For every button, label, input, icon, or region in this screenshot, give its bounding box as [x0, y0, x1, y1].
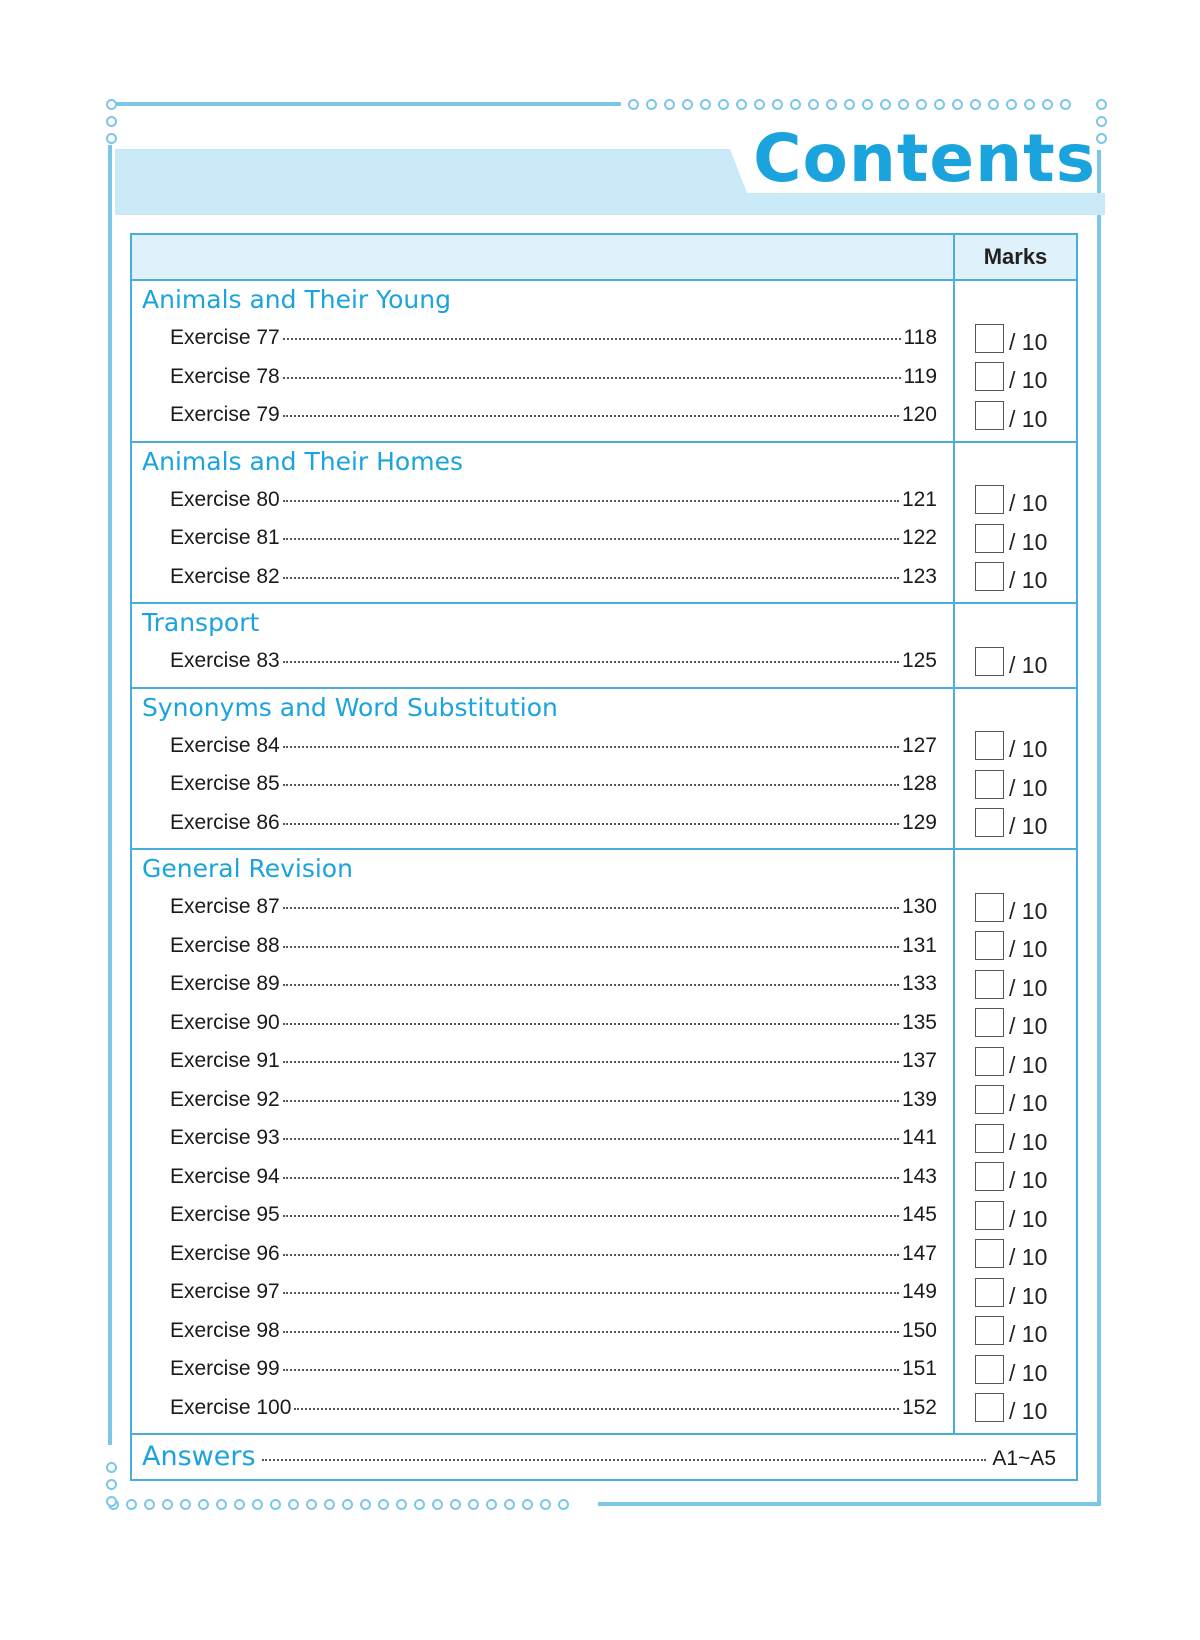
mark-entry: [955, 1119, 1076, 1158]
mark-input-box[interactable]: [975, 1085, 1004, 1114]
exercise-label: Exercise 83: [170, 649, 280, 672]
exercise-label: Exercise 80: [170, 487, 280, 511]
frame-dot: [808, 99, 819, 110]
exercise-page-number: 127: [901, 733, 937, 757]
section-title: General Revision: [142, 854, 353, 883]
mark-total: / 10: [1009, 774, 1048, 801]
exercise-row[interactable]: [132, 1158, 953, 1197]
mark-entry: [955, 642, 1076, 681]
exercise-page-number: 119: [903, 364, 937, 388]
exercise-page-number: 139: [901, 1087, 937, 1111]
mark-total: / 10: [1009, 1244, 1048, 1271]
mark-input-box[interactable]: [975, 485, 1004, 514]
frame-dot: [1042, 99, 1053, 110]
frame-dot: [306, 1499, 317, 1510]
exercise-label: Exercise 92: [170, 1087, 280, 1111]
dot-leader: [283, 822, 899, 825]
mark-total: / 10: [1009, 328, 1048, 355]
exercise-page-number: 150: [901, 1318, 937, 1342]
section-entries: [132, 850, 955, 1433]
mark-input-box[interactable]: [975, 401, 1004, 430]
exercise-label: Exercise 90: [170, 1010, 280, 1034]
dot-leader: [283, 499, 899, 502]
mark-total: / 10: [1009, 567, 1048, 594]
mark-total: / 10: [1009, 1205, 1048, 1232]
frame-dot: [880, 99, 891, 110]
exercise-label: Exercise 96: [170, 1241, 280, 1265]
mark-total: / 10: [1009, 528, 1048, 555]
marks-header: Marks: [983, 244, 1048, 269]
mark-entry: [955, 1042, 1076, 1081]
exercise-page-number: 133: [901, 972, 937, 995]
frame-dot: [216, 1499, 227, 1510]
dot-leader: [283, 1022, 899, 1025]
frame-dot: [378, 1499, 389, 1510]
exercise-row[interactable]: [132, 519, 953, 558]
exercise-page-number: 137: [901, 1049, 937, 1072]
frame-dot: [270, 1499, 281, 1510]
toc-section: [132, 281, 1076, 443]
exercise-page-number: 128: [901, 772, 937, 795]
exercise-label: Exercise 93: [170, 1126, 280, 1149]
exercise-label: Exercise 84: [170, 733, 280, 757]
mark-entry: [955, 888, 1076, 927]
mark-total: / 10: [1009, 367, 1048, 394]
toc-section: [132, 689, 1076, 851]
section-entries: [132, 443, 955, 603]
frame-dot: [826, 99, 837, 110]
section-title: Transport: [142, 608, 260, 637]
exercise-row[interactable]: [132, 358, 953, 397]
exercise-page-number: 123: [901, 564, 937, 588]
frame-dot: [180, 1499, 191, 1510]
exercise-page-number: 131: [901, 933, 937, 957]
exercise-row[interactable]: [132, 1081, 953, 1120]
mark-entry: [955, 1196, 1076, 1235]
frame-dot: [772, 99, 783, 110]
frame-dot: [664, 99, 675, 110]
exercise-label: Exercise 94: [170, 1164, 280, 1188]
dot-leader: [283, 1176, 899, 1179]
mark-entry: [955, 965, 1076, 1004]
exercise-row[interactable]: [132, 396, 953, 435]
exercise-label: Exercise 79: [170, 403, 280, 426]
exercise-page-number: 147: [901, 1241, 937, 1265]
frame-dot: [162, 1499, 173, 1510]
frame-top-dots: [628, 99, 1071, 110]
frame-dot: [1096, 133, 1107, 144]
mark-entry: [955, 519, 1076, 558]
exercise-row[interactable]: [132, 888, 953, 927]
exercise-row[interactable]: [132, 1119, 953, 1158]
frame-dot: [898, 99, 909, 110]
mark-input-box[interactable]: [975, 1278, 1004, 1307]
dot-leader: [283, 660, 899, 663]
section-marks: [955, 604, 1076, 687]
mark-entry: [955, 358, 1076, 397]
mark-input-box[interactable]: [975, 808, 1004, 837]
frame-dot: [396, 1499, 407, 1510]
frame-dot: [1060, 99, 1071, 110]
exercise-label: Exercise 88: [170, 933, 280, 957]
frame-dot: [126, 1499, 137, 1510]
frame-dot: [106, 1496, 117, 1507]
mark-total: / 10: [1009, 1321, 1048, 1348]
mark-entry: [955, 727, 1076, 766]
frame-left-top-dots: [106, 99, 117, 144]
mark-input-box[interactable]: [975, 647, 1004, 676]
answers-label: Answers: [142, 1441, 256, 1472]
exercise-label: Exercise 77: [170, 326, 280, 349]
exercise-row[interactable]: [132, 1312, 953, 1351]
mark-entry: [955, 765, 1076, 804]
mark-total: / 10: [1009, 1090, 1048, 1117]
frame-dot: [970, 99, 981, 110]
mark-input-box[interactable]: [975, 524, 1004, 553]
section-marks: [955, 281, 1076, 441]
frame-dot: [682, 99, 693, 110]
mark-entry: [955, 1004, 1076, 1043]
exercise-row[interactable]: [132, 642, 953, 681]
frame-dot: [1006, 99, 1017, 110]
frame-dot: [450, 1499, 461, 1510]
exercise-label: Exercise 99: [170, 1357, 280, 1380]
exercise-page-number: 141: [901, 1126, 937, 1149]
frame-dot: [700, 99, 711, 110]
section-marks: [955, 850, 1076, 1433]
page-title: Contents: [753, 120, 1096, 197]
mark-entry: [955, 1235, 1076, 1274]
exercise-row[interactable]: [132, 1042, 953, 1081]
exercise-row[interactable]: [132, 804, 953, 843]
exercise-row[interactable]: [132, 319, 953, 358]
dot-leader: [283, 1099, 899, 1102]
mark-total: / 10: [1009, 1013, 1048, 1040]
mark-total: / 10: [1009, 1282, 1048, 1309]
dot-leader: [283, 745, 899, 748]
table-header-spacer: [132, 235, 955, 279]
dot-leader: [283, 983, 899, 986]
frame-dot: [414, 1499, 425, 1510]
dot-leader: [283, 537, 899, 540]
mark-entry: [955, 396, 1076, 435]
exercise-row[interactable]: [132, 765, 953, 804]
exercise-row[interactable]: [132, 1273, 953, 1312]
frame-dot: [198, 1499, 209, 1510]
mark-input-box[interactable]: [975, 1162, 1004, 1191]
dot-leader: [283, 945, 899, 948]
frame-top-line: [113, 102, 621, 106]
frame-dot: [628, 99, 639, 110]
mark-input-box[interactable]: [975, 1201, 1004, 1230]
mark-input-box[interactable]: [975, 562, 1004, 591]
frame-dot: [106, 1479, 117, 1490]
mark-total: / 10: [1009, 897, 1048, 924]
mark-total: / 10: [1009, 1398, 1048, 1425]
mark-entry: [955, 481, 1076, 520]
exercise-label: Exercise 78: [170, 364, 280, 388]
dot-leader: [283, 1291, 899, 1294]
mark-total: / 10: [1009, 813, 1048, 840]
mark-input-box[interactable]: [975, 1008, 1004, 1037]
toc-section: [132, 443, 1076, 605]
mark-input-box[interactable]: [975, 1393, 1004, 1422]
frame-dot: [790, 99, 801, 110]
mark-total: / 10: [1009, 651, 1048, 678]
dot-leader: [283, 1368, 899, 1371]
mark-total: / 10: [1009, 1128, 1048, 1155]
frame-dot: [558, 1499, 569, 1510]
answers-row[interactable]: [132, 1435, 1076, 1479]
frame-bottom-dots: [108, 1499, 569, 1510]
section-entries: [132, 281, 955, 441]
dot-leader: [283, 337, 901, 340]
frame-bottom-line: [598, 1502, 1101, 1506]
mark-total: / 10: [1009, 405, 1048, 432]
toc-section: [132, 604, 1076, 689]
mark-input-box[interactable]: [975, 731, 1004, 760]
mark-total: / 10: [1009, 490, 1048, 517]
exercise-row[interactable]: [132, 481, 953, 520]
frame-dot: [468, 1499, 479, 1510]
frame-dot: [916, 99, 927, 110]
frame-dot: [106, 133, 117, 144]
mark-total: / 10: [1009, 974, 1048, 1001]
frame-dot: [934, 99, 945, 110]
frame-dot: [718, 99, 729, 110]
dot-leader: [283, 783, 899, 786]
dot-leader: [283, 1214, 899, 1217]
mark-input-box[interactable]: [975, 1316, 1004, 1345]
mark-input-box[interactable]: [975, 1355, 1004, 1384]
mark-total: / 10: [1009, 1359, 1048, 1386]
mark-total: / 10: [1009, 1051, 1048, 1078]
frame-dot: [432, 1499, 443, 1510]
exercise-page-number: 122: [901, 526, 937, 549]
exercise-page-number: 152: [901, 1395, 937, 1419]
frame-dot: [342, 1499, 353, 1510]
frame-dot: [504, 1499, 515, 1510]
mark-entry: [955, 804, 1076, 843]
mark-input-box[interactable]: [975, 362, 1004, 391]
exercise-row[interactable]: [132, 1235, 953, 1274]
exercise-page-number: 118: [903, 326, 937, 349]
mark-input-box[interactable]: [975, 1239, 1004, 1268]
frame-dot: [234, 1499, 245, 1510]
mark-input-box[interactable]: [975, 1124, 1004, 1153]
frame-dot: [106, 116, 117, 127]
dot-leader: [283, 1060, 899, 1063]
exercise-page-number: 130: [901, 895, 937, 918]
exercise-label: Exercise 91: [170, 1049, 280, 1072]
exercise-label: Exercise 89: [170, 972, 280, 995]
frame-dot: [252, 1499, 263, 1510]
exercise-label: Exercise 98: [170, 1318, 280, 1342]
dot-leader: [283, 576, 899, 579]
frame-dot: [988, 99, 999, 110]
answers-leader: [262, 1458, 987, 1461]
section-marks: [955, 443, 1076, 603]
sections-container: [132, 281, 1076, 1435]
exercise-page-number: 129: [901, 810, 937, 834]
frame-dot: [754, 99, 765, 110]
exercise-row[interactable]: [132, 1389, 953, 1428]
exercise-page-number: 125: [901, 649, 937, 672]
mark-total: / 10: [1009, 736, 1048, 763]
exercise-label: Exercise 95: [170, 1203, 280, 1226]
frame-dot: [646, 99, 657, 110]
exercise-row[interactable]: [132, 1196, 953, 1235]
frame-dot: [844, 99, 855, 110]
mark-entry: [955, 1312, 1076, 1351]
frame-right-line: [1097, 150, 1101, 1505]
frame-dot: [106, 99, 117, 110]
dot-leader: [283, 1253, 899, 1256]
exercise-page-number: 151: [901, 1357, 937, 1380]
frame-dot: [1096, 99, 1107, 110]
mark-entry: [955, 1081, 1076, 1120]
dot-leader: [283, 1330, 899, 1333]
mark-input-box[interactable]: [975, 970, 1004, 999]
frame-left-line: [108, 145, 112, 1445]
frame-right-top-dots: [1096, 99, 1107, 144]
mark-entry: [955, 927, 1076, 966]
exercise-page-number: 145: [901, 1203, 937, 1226]
exercise-page-number: 143: [901, 1164, 937, 1188]
mark-input-box[interactable]: [975, 893, 1004, 922]
exercise-page-number: 121: [901, 487, 937, 511]
section-title: Animals and Their Homes: [142, 446, 463, 476]
mark-entry: [955, 1389, 1076, 1428]
section-entries: [132, 604, 955, 687]
exercise-label: Exercise 81: [170, 526, 280, 549]
exercise-label: Exercise 97: [170, 1280, 280, 1303]
mark-input-box[interactable]: [975, 770, 1004, 799]
frame-dot: [144, 1499, 155, 1510]
frame-dot: [288, 1499, 299, 1510]
exercise-page-number: 120: [901, 403, 937, 426]
exercise-page-number: 135: [901, 1010, 937, 1034]
table-header: [132, 235, 1076, 281]
frame-dot: [952, 99, 963, 110]
exercise-row[interactable]: [132, 1004, 953, 1043]
exercise-row[interactable]: [132, 1350, 953, 1389]
mark-input-box[interactable]: [975, 931, 1004, 960]
frame-dot: [324, 1499, 335, 1510]
exercise-label: Exercise 82: [170, 564, 280, 588]
section-entries: [132, 689, 955, 849]
dot-leader: [283, 1137, 899, 1140]
exercise-label: Exercise 85: [170, 772, 280, 795]
exercise-label: Exercise 87: [170, 895, 280, 918]
frame-dot: [540, 1499, 551, 1510]
mark-entry: [955, 319, 1076, 358]
frame-dot: [106, 1462, 117, 1473]
mark-total: / 10: [1009, 1167, 1048, 1194]
section-marks: [955, 689, 1076, 849]
mark-entry: [955, 1158, 1076, 1197]
toc-section: [132, 850, 1076, 1435]
dot-leader: [283, 414, 899, 417]
mark-total: / 10: [1009, 936, 1048, 963]
mark-entry: [955, 1350, 1076, 1389]
section-title: Animals and Their Young: [142, 285, 451, 314]
exercise-row[interactable]: [132, 965, 953, 1004]
exercise-label: Exercise 86: [170, 810, 280, 834]
exercise-page-number: 149: [901, 1280, 937, 1303]
frame-dot: [736, 99, 747, 110]
mark-entry: [955, 1273, 1076, 1312]
mark-entry: [955, 558, 1076, 597]
section-title: Synonyms and Word Substitution: [142, 692, 558, 722]
dot-leader: [294, 1407, 899, 1410]
exercise-row[interactable]: [132, 727, 953, 766]
exercise-row[interactable]: [132, 558, 953, 597]
frame-dot: [1024, 99, 1035, 110]
frame-dot: [862, 99, 873, 110]
answers-pages: A1~A5: [992, 1447, 1056, 1470]
exercise-row[interactable]: [132, 927, 953, 966]
mark-input-box[interactable]: [975, 1047, 1004, 1076]
frame-left-bottom-dots: [106, 1462, 117, 1507]
dot-leader: [283, 376, 901, 379]
frame-dot: [360, 1499, 371, 1510]
frame-dot: [486, 1499, 497, 1510]
dot-leader: [283, 906, 899, 909]
contents-table: [130, 233, 1078, 1481]
frame-dot: [522, 1499, 533, 1510]
mark-input-box[interactable]: [975, 324, 1004, 353]
frame-dot: [1096, 116, 1107, 127]
exercise-label: Exercise 100: [170, 1395, 292, 1419]
